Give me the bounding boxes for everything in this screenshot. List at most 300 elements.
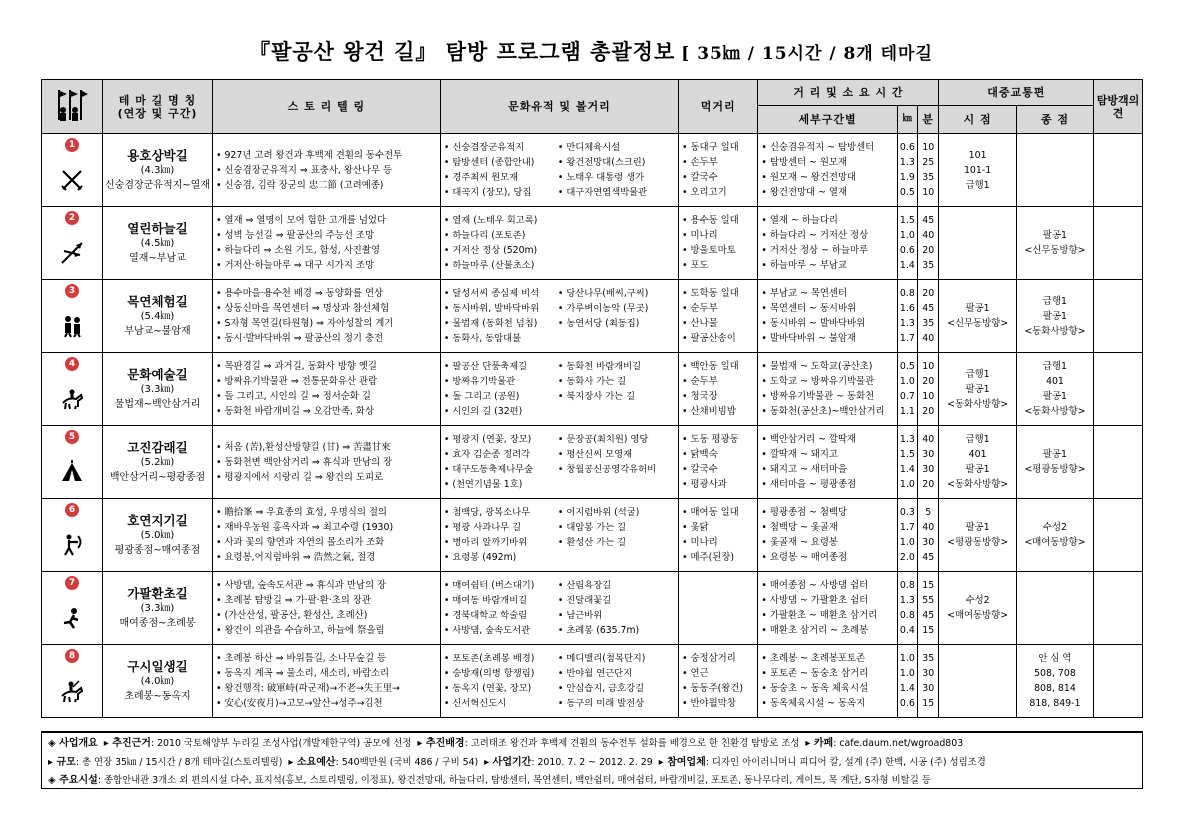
km-value: 1.3 bbox=[899, 318, 915, 329]
start-transit-cell bbox=[939, 353, 1016, 426]
km-value: 1.5 bbox=[899, 215, 915, 226]
min-value: 40 bbox=[922, 434, 935, 445]
segment-item: • 포토존 ~ 동숭초 삼거리 bbox=[761, 668, 869, 679]
min-value: 5 bbox=[925, 507, 932, 518]
segment-item: • 탐방센터 ~ 원모재 bbox=[761, 157, 848, 168]
theme-name: 가팔환초길 bbox=[127, 585, 188, 601]
bus-route: 401 bbox=[968, 449, 987, 460]
crossed-swords-icon bbox=[60, 168, 84, 192]
food-item: • 동대구 일대 bbox=[681, 142, 739, 153]
theme-row bbox=[42, 207, 1143, 280]
story-item: • 방짜유기박물관 ⇒ 전통문화유산 관람 bbox=[215, 376, 378, 387]
heritage-item: • 신서혁신도시 bbox=[443, 698, 507, 709]
footer-line-2 bbox=[48, 754, 1142, 773]
story-item: • 거저산·하늘마루 ⇒ 대구 시가지 조망 bbox=[215, 260, 374, 271]
story-cell bbox=[212, 426, 440, 499]
bus-route: 401 bbox=[1045, 376, 1064, 387]
story-item: • 동화천변 백안삼거리 ⇒ 휴식과 만남의 장 bbox=[215, 456, 393, 468]
theme-row bbox=[42, 134, 1143, 207]
footer-label: ▸ 소요예산 bbox=[288, 756, 336, 768]
header-food: 먹거리 bbox=[678, 80, 757, 134]
bus-route: <동화사방향> bbox=[947, 479, 1009, 490]
segment-item: • 평광종점 ~ 첨백당 bbox=[761, 507, 848, 518]
km-cell bbox=[897, 499, 917, 572]
heritage-item: • 문장공(최치원) 영당 bbox=[557, 434, 649, 445]
start-transit-cell bbox=[939, 572, 1016, 645]
km-value: 1.3 bbox=[899, 595, 915, 606]
theme-row bbox=[42, 645, 1143, 718]
min-cell bbox=[918, 353, 939, 426]
theme-name-cell bbox=[103, 207, 213, 280]
footer-value: : cafe.daum.net/wgroad803 bbox=[833, 738, 964, 749]
archer-icon bbox=[60, 533, 84, 557]
segments-cell bbox=[758, 353, 897, 426]
km-value: 2.0 bbox=[899, 552, 915, 563]
footer-value: : 디자인 아이러니머니 피디어 칼, 설계 (주) 한백, 시공 (주) 성림조경 bbox=[705, 756, 986, 768]
min-value: 40 bbox=[922, 230, 935, 241]
theme-row bbox=[42, 572, 1143, 645]
segment-item: • 백안삼거리 ~ 깔딱재 bbox=[761, 434, 857, 445]
min-cell bbox=[918, 280, 939, 353]
segment-item: • 목연센터 ~ 동시바위 bbox=[761, 303, 857, 314]
min-cell bbox=[918, 426, 939, 499]
min-value: 45 bbox=[922, 303, 935, 314]
segment-item: • 부남교 ~ 목연센터 bbox=[761, 288, 848, 299]
footer-label: ▸ 추진배경 bbox=[417, 738, 465, 749]
food-item: • 산나물 bbox=[681, 318, 718, 329]
segment-item: • 왕건전망대 ~ 열재 bbox=[761, 187, 848, 198]
min-cell bbox=[918, 134, 939, 207]
story-item: • 열재 ⇒ 열명이 모여 험한 고개를 넘었다 bbox=[215, 215, 387, 226]
end-transit-cell bbox=[1016, 426, 1093, 499]
km-value: 1.4 bbox=[899, 260, 915, 271]
end-transit-cell bbox=[1016, 134, 1093, 207]
min-value: 40 bbox=[922, 522, 935, 533]
heritage-item: • 만디체육시설 bbox=[557, 142, 621, 153]
story-item: • 상동신마을 목연센터 ⇒ 명상과 참선체험 bbox=[215, 303, 390, 314]
min-value: 20 bbox=[922, 479, 935, 490]
segment-item: • 매환초 삼거리 ~ 초례봉 bbox=[761, 625, 869, 636]
theme-length: (4.0㎞) bbox=[140, 675, 175, 687]
end-transit-cell bbox=[1016, 207, 1093, 280]
min-value: 15 bbox=[922, 580, 935, 591]
bus-route: <매여동방향> bbox=[1024, 537, 1086, 548]
row-icon-cell bbox=[42, 499, 103, 572]
end-transit-cell bbox=[1016, 353, 1093, 426]
opinion-cell bbox=[1094, 280, 1143, 353]
heritage-item: • 동옥지 (연꽃, 장모) bbox=[443, 683, 532, 694]
segments-cell bbox=[758, 280, 897, 353]
min-value: 30 bbox=[922, 668, 935, 679]
heritage-item: • 열재 (노태우 회고록) bbox=[443, 215, 538, 226]
end-transit-cell bbox=[1016, 499, 1093, 572]
heritage-item: • 하늘다리 (포토존) bbox=[443, 230, 526, 241]
story-item: • 왕건행적: 破軍峙(파군재)→不老→失王里→ bbox=[215, 683, 400, 694]
footer-label: ▸ 사업기간 bbox=[484, 756, 532, 768]
km-value: 1.1 bbox=[899, 406, 915, 417]
heritage-item: • 환성산 가는 길 bbox=[557, 537, 627, 548]
km-value: 1.5 bbox=[899, 449, 915, 460]
heritage-item: • 경주최씨 원모재 bbox=[443, 172, 519, 183]
heritage-item: • 경북대학교 학술림 bbox=[443, 610, 528, 621]
food-item: • 미나리 bbox=[681, 230, 718, 241]
food-cell bbox=[678, 134, 757, 207]
food-cell bbox=[678, 499, 757, 572]
theme-name-cell bbox=[103, 426, 213, 499]
heritage-item: • 병아리 알까기바위 bbox=[443, 537, 528, 548]
heritage-item: • 어지럼바위 (석굴) bbox=[557, 507, 640, 518]
km-value: 0.8 bbox=[899, 288, 915, 299]
bus-route: 급행1 bbox=[1042, 361, 1067, 372]
theme-name: 호연지기길 bbox=[127, 512, 188, 528]
opinion-cell bbox=[1094, 426, 1143, 499]
footer-value: : 540백만원 (국비 486 / 구비 54) bbox=[335, 756, 479, 768]
story-item: • 瞻拾峯 ⇒ 우효종의 효성, 우명식의 절의 bbox=[215, 507, 387, 518]
row-number-badge: 1 bbox=[65, 138, 79, 152]
opinion-cell bbox=[1094, 572, 1143, 645]
heritage-item: • 노태우 대통령 생가 bbox=[557, 172, 645, 183]
story-cell bbox=[212, 280, 440, 353]
story-cell bbox=[212, 134, 440, 207]
row-number-badge: 5 bbox=[65, 430, 79, 444]
theme-range: 평광종점~매여종점 bbox=[114, 544, 201, 556]
km-value: 0.5 bbox=[899, 187, 915, 198]
theme-name-cell bbox=[103, 353, 213, 426]
km-cell bbox=[897, 134, 917, 207]
food-item: • 매여동 일대 bbox=[681, 507, 739, 518]
heritage-item: • 달성서씨 종심제 비석 bbox=[443, 288, 540, 299]
km-value: 1.0 bbox=[899, 668, 915, 679]
segment-item: • 사방댐 ~ 가팔환초 쉼터 bbox=[761, 595, 869, 606]
heritage-item: • 메디밸리(첨복단지) bbox=[557, 653, 646, 664]
km-cell bbox=[897, 353, 917, 426]
start-transit-cell bbox=[939, 645, 1016, 718]
food-item: • 손두부 bbox=[681, 157, 718, 168]
horseman-icon bbox=[60, 679, 84, 703]
story-cell bbox=[212, 572, 440, 645]
bus-route: 급행1 bbox=[965, 368, 990, 380]
story-item: • 동시·발바닥바위 ⇒ 팔공산의 정기 충전 bbox=[215, 333, 384, 344]
km-value: 1.3 bbox=[899, 157, 915, 168]
km-value: 0.6 bbox=[899, 698, 915, 709]
heritage-item: • 탐방센터 (종합안내) bbox=[443, 157, 535, 168]
footer-info bbox=[41, 731, 1143, 789]
food-item: • 백안동 일대 bbox=[681, 361, 739, 372]
heritage-item: • 초례봉 (635.7m) bbox=[557, 625, 640, 636]
story-item: • 하늘다리 ⇒ 소원 기도, 함성, 사진촬영 bbox=[215, 245, 380, 256]
food-item: • 방울토마토 bbox=[681, 245, 736, 256]
min-value: 10 bbox=[922, 391, 935, 402]
heritage-item: • 왕건전망대(스크린) bbox=[557, 157, 646, 168]
segment-item: • 도학교 ~ 방짜유기박물관 bbox=[761, 376, 875, 387]
bus-route: 팔공1 bbox=[1042, 391, 1067, 402]
km-value: 0.6 bbox=[899, 245, 915, 256]
story-item: • 초례봉 하산 ⇒ 바위틈길, 소나무숲길 등 bbox=[215, 653, 387, 664]
story-item: • 927년 고려 왕건과 후백제 견훤의 동수전투 bbox=[215, 149, 403, 161]
km-cell bbox=[897, 645, 917, 718]
segment-item: • 동시바위 ~ 발바닥바위 bbox=[761, 318, 866, 329]
theme-range: 물법재~백안삼거리 bbox=[114, 398, 201, 410]
story-item: • 성벽 능선길 ⇒ 팔공산의 주능선 조망 bbox=[215, 230, 374, 241]
story-item: • (가산산성, 팔공산, 환성산, 초례산) bbox=[215, 610, 368, 621]
food-item: • 닭백숙 bbox=[681, 449, 718, 460]
heritage-item: • 신숭겸장군유적지 bbox=[443, 142, 525, 153]
food-item: • 도학동 일대 bbox=[681, 288, 739, 299]
km-value: 0.8 bbox=[899, 580, 915, 591]
min-value: 10 bbox=[922, 142, 935, 153]
opinion-cell bbox=[1094, 207, 1143, 280]
heritage-item: • 반야월 연근단지 bbox=[557, 668, 633, 679]
story-item: • 동옥지 계곡 ⇒ 물소리, 새소리, 바람소리 bbox=[215, 668, 390, 679]
story-cell bbox=[212, 353, 440, 426]
bus-route: 급행1 bbox=[965, 434, 990, 445]
km-value: 1.7 bbox=[899, 522, 915, 533]
header-start: 시 점 bbox=[939, 106, 1016, 134]
theme-length: (5.4㎞) bbox=[140, 310, 175, 322]
segment-item: • 매여종점 ~ 사방댐 쉼터 bbox=[761, 580, 869, 591]
segment-item: • 원모재 ~ 왕건전망대 bbox=[761, 172, 857, 183]
bus-route: 팔공1 bbox=[965, 464, 990, 475]
opinion-cell bbox=[1094, 353, 1143, 426]
story-cell bbox=[212, 645, 440, 718]
header-km: ㎞ bbox=[897, 106, 917, 134]
heritage-item: • 창월공신공영각유허비 bbox=[557, 464, 657, 475]
theme-name: 열린하늘길 bbox=[127, 220, 188, 236]
heritage-item: • 동구의 미래 발전상 bbox=[557, 698, 645, 709]
heritage-item: • 동화사, 동암대불 bbox=[443, 333, 522, 344]
heritage-item: • 북지장사 가는 길 bbox=[557, 391, 636, 402]
theme-range: 신숭겸장군유적지~열재 bbox=[105, 179, 210, 191]
arrows-icon bbox=[60, 241, 84, 265]
segment-item: • 초례봉 ~ 초례봉포토존 bbox=[761, 653, 866, 664]
heritage-cell bbox=[440, 207, 678, 280]
bus-route: <동화사방향> bbox=[947, 398, 1009, 410]
segment-item: • 옻골재 ~ 요령봉 bbox=[761, 537, 838, 548]
bus-route: 818, 849-1 bbox=[1029, 698, 1081, 709]
heritage-cell bbox=[440, 499, 678, 572]
footer-value: : 2010 국토해양부 누리길 조성사업(개발제한구역) 공모에 선정 bbox=[150, 738, 412, 749]
min-value: 20 bbox=[922, 288, 935, 299]
story-item: • 재바우농원 홍옥사과 ⇒ 최고수령 (1930) bbox=[215, 522, 394, 533]
km-value: 0.3 bbox=[899, 507, 915, 518]
food-item: • 옻닭 bbox=[681, 522, 709, 533]
bus-route: 508, 708 bbox=[1034, 668, 1076, 679]
heritage-item: • 대암봉 가는 길 bbox=[557, 522, 627, 533]
food-item: • 순두부 bbox=[681, 303, 718, 314]
row-icon-cell bbox=[42, 280, 103, 353]
heritage-item: • 숭방재(의병 항쟁림) bbox=[443, 668, 535, 679]
row-icon-cell bbox=[42, 134, 103, 207]
segment-item: • 동옥체육시설 ~ 동옥지 bbox=[761, 698, 866, 709]
theme-name-cell bbox=[103, 280, 213, 353]
bus-route: 팔공1 bbox=[1042, 449, 1067, 460]
start-transit-cell bbox=[939, 426, 1016, 499]
bus-route: <신무동방향> bbox=[1024, 245, 1086, 256]
story-item: • 신숭겸, 김락 장군의 忠二節 (고려예종) bbox=[215, 179, 384, 191]
bus-route: <신무동방향> bbox=[947, 318, 1009, 329]
row-number-badge: 6 bbox=[65, 503, 79, 517]
min-value: 25 bbox=[922, 157, 935, 168]
footer-value: : 총 연장 35㎞ / 15시간 / 8개 테마길(스토리텔링) bbox=[75, 756, 283, 768]
food-cell bbox=[678, 353, 757, 426]
segment-item: • 물법재 ~ 도학교(공산초) bbox=[761, 361, 873, 372]
page-title bbox=[0, 36, 1182, 66]
heritage-item: • 대구도동축제나무숲 bbox=[443, 464, 534, 475]
segment-item: • 신숭겸유적지 ~ 탐방센터 bbox=[761, 142, 875, 153]
story-item: • 초례봉 탐방길 ⇒ 가·팔·환·초의 장관 bbox=[215, 595, 371, 606]
bus-route: 팔공1 bbox=[1042, 310, 1067, 322]
heritage-item: • 포토존(초례봉 배경) bbox=[443, 653, 535, 664]
theme-row bbox=[42, 426, 1143, 499]
theme-name: 고진감래길 bbox=[127, 439, 188, 455]
heritage-item: • 평광 사과나무 길 bbox=[443, 522, 522, 533]
heritage-item: • 팔공산 단풍축제길 bbox=[443, 361, 528, 372]
end-transit-cell bbox=[1016, 280, 1093, 353]
header-transit: 대중교통편 bbox=[939, 80, 1094, 106]
heritage-item: • (천연기념물 1호) bbox=[443, 479, 523, 490]
food-item: • 동동주(왕건) bbox=[681, 683, 744, 694]
heritage-item: • 산림욕장길 bbox=[557, 580, 612, 591]
km-value: 0.5 bbox=[899, 361, 915, 372]
start-transit-cell bbox=[939, 280, 1016, 353]
bus-route: 101 bbox=[968, 149, 987, 161]
header-segments: 세부구간별 bbox=[758, 106, 897, 134]
heritage-cell bbox=[440, 353, 678, 426]
footer-label: ◈ 주요시설 bbox=[48, 775, 98, 786]
story-item: • 사방댐, 숲속도서관 ⇒ 휴식과 만남의 장 bbox=[215, 580, 387, 591]
heritage-item: • 방짜유기박물관 bbox=[443, 376, 516, 387]
footer-value: : 종합안내관 3개소 외 편의시설 다수, 표지석(홍보, 스토리텔링, 이정표), 왕건전망대, 하늘다리, 탐방센터, 목연센터, 백안쉼터, 매여쉼터, 바람개비길, 포토존, 동나무다리, 게이트, 목 계단, S자형 비탈길 등 bbox=[97, 775, 931, 786]
footer-value: : 2010. 7. 2 ~ 2012. 2. 29 bbox=[531, 756, 653, 768]
bus-route: 급행1 bbox=[965, 179, 990, 191]
heritage-item: • 매여동 바람개비길 bbox=[443, 595, 528, 606]
min-value: 20 bbox=[922, 406, 935, 417]
story-item: • 사과 꽃의 향연과 자연의 몰소리가 조화 bbox=[215, 537, 385, 548]
bus-route: 팔공1 bbox=[965, 522, 990, 533]
min-value: 45 bbox=[922, 215, 935, 226]
row-number-badge: 7 bbox=[65, 576, 79, 590]
km-cell bbox=[897, 280, 917, 353]
heritage-item: • 평산신씨 모영재 bbox=[557, 449, 633, 460]
header-distance: 거 리 및 소 요 시 간 bbox=[758, 80, 939, 106]
food-item: • 순두부 bbox=[681, 376, 718, 387]
heritage-item: • 대구자연염색박물관 bbox=[557, 187, 648, 198]
row-icon-cell bbox=[42, 353, 103, 426]
row-icon-cell bbox=[42, 426, 103, 499]
km-value: 0.8 bbox=[899, 610, 915, 621]
row-number-badge: 8 bbox=[65, 649, 79, 663]
theme-range: 초례봉~동옥지 bbox=[124, 690, 191, 702]
food-cell bbox=[678, 280, 757, 353]
footer-label: ▸ 규모 bbox=[48, 756, 76, 768]
bus-route: <평광동방향> bbox=[1024, 464, 1086, 475]
heritage-cell bbox=[440, 280, 678, 353]
opinion-cell bbox=[1094, 134, 1143, 207]
heritage-cell bbox=[440, 134, 678, 207]
heritage-item: • 동시바위, 발바닥바위 bbox=[443, 303, 540, 314]
heritage-item: • 시인의 길 (32편) bbox=[443, 406, 523, 417]
title-main: 『팔공산 왕건 길』 탐방 프로그램 총괄정보 bbox=[249, 40, 676, 64]
food-item: • 칼국수 bbox=[681, 172, 718, 183]
story-item: • 목판경길 ⇒ 과거길, 동화사 방향 옛길 bbox=[215, 361, 377, 372]
row-icon-cell bbox=[42, 207, 103, 280]
theme-length: (3.3㎞) bbox=[140, 602, 175, 614]
food-item: • 산채비빔밥 bbox=[681, 406, 736, 417]
food-item: • 포도 bbox=[681, 260, 709, 271]
story-item: • 安心(安夜月)→고모→앞산→성주→김천 bbox=[215, 698, 383, 709]
row-number-badge: 2 bbox=[65, 211, 79, 225]
opinion-cell bbox=[1094, 499, 1143, 572]
segments-cell bbox=[758, 207, 897, 280]
heritage-cell bbox=[440, 572, 678, 645]
end-transit-cell bbox=[1016, 572, 1093, 645]
food-item: • 숭정삼거리 bbox=[681, 653, 736, 664]
segment-item: • 거저산 정상 ~ 하늘마루 bbox=[761, 245, 869, 256]
food-cell bbox=[678, 207, 757, 280]
theme-name-cell bbox=[103, 134, 213, 207]
segment-item: • 발바닥바위 ~ 불암재 bbox=[761, 333, 857, 344]
bus-route: 급행1 bbox=[1042, 295, 1067, 307]
footer-label: ▸ 참여업체 bbox=[658, 756, 706, 768]
heritage-item: • 하늘마루 (산불초소) bbox=[443, 260, 535, 271]
food-item: • 청국장 bbox=[681, 391, 718, 402]
km-cell bbox=[897, 426, 917, 499]
header-min: 분 bbox=[918, 106, 939, 134]
km-cell bbox=[897, 207, 917, 280]
theme-range: 백안삼거리~평광종점 bbox=[109, 471, 206, 483]
theme-range: 매여종점~초례봉 bbox=[119, 617, 196, 629]
heritage-item: • 매여쉼터 (버스대기) bbox=[443, 580, 535, 591]
header-heritage: 문화유적 및 볼거리 bbox=[440, 80, 678, 134]
segments-cell bbox=[758, 572, 897, 645]
bus-route: 수성2 bbox=[1042, 522, 1067, 533]
theme-row bbox=[42, 499, 1143, 572]
min-cell bbox=[918, 207, 939, 280]
theme-range: 부남교~불암재 bbox=[124, 325, 191, 337]
segment-item: • 하늘다리 ~ 거저산 정상 bbox=[761, 230, 869, 241]
km-value: 1.3 bbox=[899, 434, 915, 445]
title-sub: [ 35㎞ / 15시간 / 8개 테마길 bbox=[681, 44, 933, 64]
theme-length: (3.3㎞) bbox=[140, 383, 175, 395]
segment-item: • 요령봉 ~ 매여종점 bbox=[761, 552, 848, 563]
story-item: • S자형 목연길(타원형) ⇒ 자아성찰의 계기 bbox=[215, 318, 394, 329]
story-item: • 왕건이 의관을 수습하고, 하늘에 祭올림 bbox=[215, 625, 385, 636]
bus-route: 안 심 역 bbox=[1038, 653, 1072, 664]
header-end: 종 점 bbox=[1016, 106, 1093, 134]
row-number-badge: 3 bbox=[65, 284, 79, 298]
heritage-item: • 사방댐, 숲속도서관 bbox=[443, 625, 531, 636]
food-item: • 반야월막창 bbox=[681, 698, 736, 709]
theme-name-cell bbox=[103, 572, 213, 645]
km-value: 1.0 bbox=[899, 376, 915, 387]
theme-range: 열재~부남교 bbox=[129, 252, 186, 264]
segment-item: • 열재 ~ 하늘다리 bbox=[761, 215, 838, 226]
soldiers-icon bbox=[60, 314, 84, 338]
row-icon-cell bbox=[42, 572, 103, 645]
row-icon-cell bbox=[42, 645, 103, 718]
story-cell bbox=[212, 207, 440, 280]
heritage-item: • 효자 김순종 정려각 bbox=[443, 449, 531, 460]
footer-line-1 bbox=[48, 735, 1142, 754]
min-value: 20 bbox=[922, 245, 935, 256]
theme-name: 용호상박길 bbox=[127, 147, 188, 163]
horse-rider-icon bbox=[60, 387, 84, 411]
km-value: 0.4 bbox=[899, 625, 915, 636]
theme-length: (5.0㎞) bbox=[140, 529, 175, 541]
bus-route: <동화사방향> bbox=[1024, 406, 1086, 417]
food-item: • 평광사과 bbox=[681, 479, 727, 490]
segments-cell bbox=[758, 645, 897, 718]
